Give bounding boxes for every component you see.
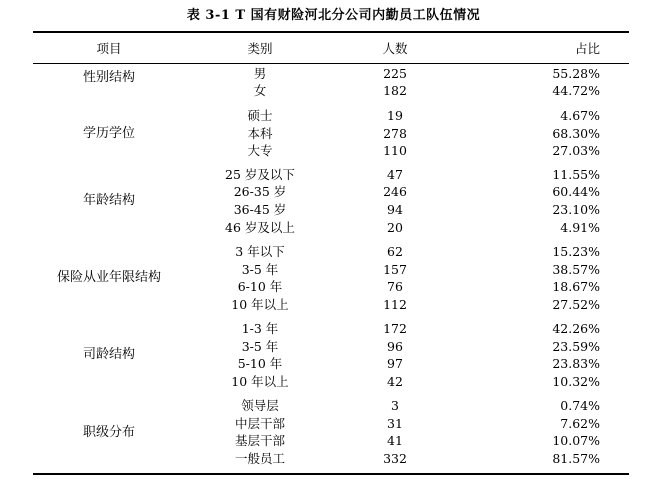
header-category: 类别 [247, 41, 273, 56]
row-count: 278 [383, 126, 407, 141]
row-percent: 81.57% [552, 451, 600, 466]
row-count: 110 [383, 143, 407, 158]
row-count: 76 [387, 279, 403, 294]
row-percent: 23.59% [552, 339, 600, 354]
row-category: 男 [253, 66, 267, 81]
row-count: 332 [383, 451, 407, 466]
row-count: 31 [387, 416, 403, 431]
row-count: 225 [383, 66, 407, 81]
row-category: 36-45 岁 [233, 202, 287, 217]
row-count: 96 [387, 339, 403, 354]
row-percent: 18.67% [552, 279, 600, 294]
row-count: 41 [387, 433, 403, 448]
group-name: 司龄结构 [82, 347, 135, 362]
row-category: 10 年以上 [231, 297, 289, 312]
header-item: 项目 [96, 41, 122, 56]
row-category: 大专 [247, 143, 273, 158]
row-percent: 15.23% [552, 244, 600, 259]
row-category: 女 [253, 83, 267, 98]
row-count: 246 [383, 184, 407, 199]
row-percent: 4.91% [560, 220, 600, 235]
row-percent: 4.67% [560, 108, 600, 123]
group-name: 性别结构 [82, 70, 135, 85]
row-percent: 10.32% [552, 374, 600, 389]
table-title: 表 3-1 T 国有财险河北分公司内勤员工队伍情况 [186, 8, 481, 23]
row-count: 42 [387, 374, 403, 389]
row-percent: 27.52% [552, 297, 600, 312]
row-category: 5-10 年 [237, 356, 283, 371]
row-category: 46 岁及以上 [225, 220, 295, 235]
row-category: 10 年以上 [231, 374, 289, 389]
row-count: 182 [383, 83, 407, 98]
row-category: 26-35 岁 [233, 184, 287, 199]
row-count: 19 [387, 108, 403, 123]
row-category: 3-5 年 [241, 262, 279, 277]
top-rule [33, 31, 629, 33]
row-percent: 7.62% [560, 416, 600, 431]
row-category: 6-10 年 [237, 279, 283, 294]
group-name: 学历学位 [82, 126, 135, 141]
row-percent: 60.44% [552, 184, 600, 199]
row-count: 172 [383, 321, 407, 336]
row-count: 62 [387, 244, 403, 259]
row-percent: 68.30% [552, 126, 600, 141]
group-name: 年龄结构 [82, 193, 135, 208]
row-category: 中层干部 [234, 416, 285, 431]
row-count: 47 [387, 167, 403, 182]
row-percent: 42.26% [552, 321, 600, 336]
row-count: 157 [383, 262, 407, 277]
row-category: 基层干部 [234, 433, 285, 448]
row-percent: 23.83% [552, 356, 600, 371]
row-category: 3 年以下 [235, 244, 285, 259]
row-percent: 44.72% [552, 83, 600, 98]
row-count: 3 [391, 398, 399, 413]
row-category: 3-5 年 [241, 339, 279, 354]
row-category: 领导层 [241, 398, 279, 413]
bottom-rule [33, 473, 629, 475]
row-percent: 38.57% [552, 262, 600, 277]
row-category: 1-3 年 [241, 321, 279, 336]
row-percent: 11.55% [552, 167, 600, 182]
row-count: 20 [387, 220, 403, 235]
row-category: 硕士 [247, 108, 273, 123]
row-count: 112 [383, 297, 407, 312]
row-percent: 10.07% [552, 433, 600, 448]
header-count: 人数 [382, 41, 408, 56]
group-name: 保险从业年限结构 [56, 270, 161, 285]
row-percent: 55.28% [552, 66, 600, 81]
row-percent: 27.03% [552, 143, 600, 158]
header-percent: 占比 [574, 41, 600, 56]
row-percent: 23.10% [552, 202, 600, 217]
group-name: 职级分布 [82, 425, 135, 440]
row-category: 25 岁及以下 [225, 167, 295, 182]
row-percent: 0.74% [560, 398, 600, 413]
row-count: 97 [387, 356, 403, 371]
row-count: 94 [387, 202, 403, 217]
row-category: 本科 [247, 126, 273, 141]
header-rule [33, 63, 629, 64]
row-category: 一般员工 [234, 451, 285, 466]
